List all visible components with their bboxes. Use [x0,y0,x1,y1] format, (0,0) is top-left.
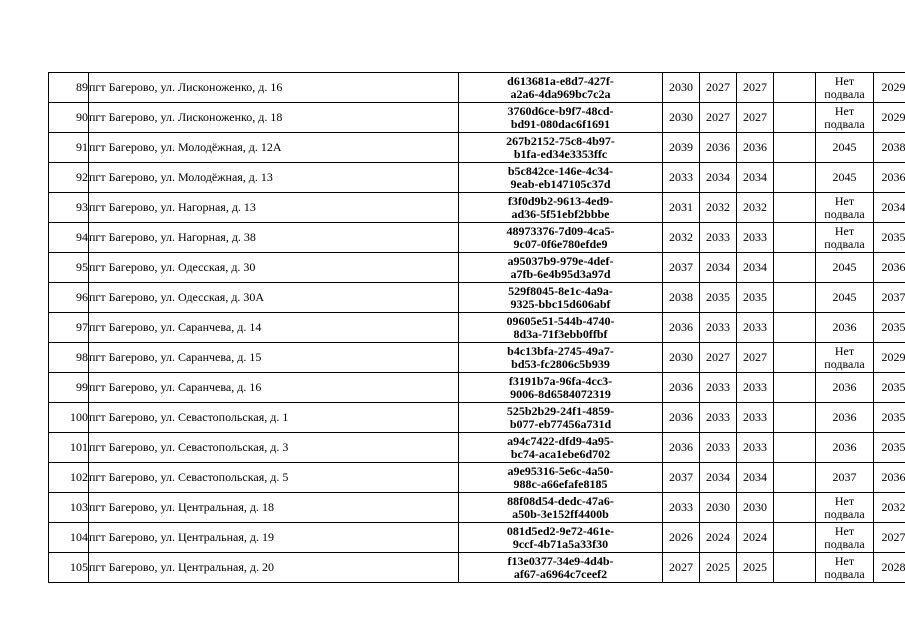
guid-cell-line: 525b2b29-24f1-4859- [506,403,615,418]
year-cell-3: 2032 [737,193,774,223]
guid-cell [459,253,663,283]
guid-cell-line: a50b-3e152ff4400b [512,506,609,521]
guid-cell-line: f3f0d9b2-9613-4ed9- [507,193,614,208]
year-cell-1: 2037 [663,463,700,493]
guid-cell-line: 267b2152-75c8-4b97- [506,133,615,148]
address-cell: пгт Багерово, ул. Нагорная, д. 38 [89,223,459,253]
year-cell-final: 2038 [874,133,905,163]
address-cell: пгт Багерово, ул. Севастопольская, д. 1 [89,403,459,433]
year-cell-2: 2025 [700,553,737,583]
year-cell-2: 2033 [700,223,737,253]
empty-cell [774,103,816,133]
guid-cell [459,343,663,373]
row-number: 98 [49,343,89,373]
guid-cell-line: b1fa-ed34e3353ffc [513,146,608,161]
basement-cell [816,343,874,373]
guid-cell-line: 988c-a66efafe8185 [513,476,608,491]
address-cell: пгт Багерово, ул. Саранчева, д. 14 [89,313,459,343]
guid-cell [459,313,663,343]
address-cell: пгт Багерово, ул. Нагорная, д. 13 [89,193,459,223]
guid-cell-line: 3760d6ce-b9f7-48cd- [507,103,614,118]
address-cell: пгт Багерово, ул. Одесская, д. 30 [89,253,459,283]
basement-cell-line: 2045 [832,170,857,184]
basement-cell-line: 2045 [832,140,857,154]
year-cell-3: 2034 [737,253,774,283]
basement-cell [816,133,874,163]
year-cell-1: 2037 [663,253,700,283]
basement-cell [816,193,874,223]
row-number: 100 [49,403,89,433]
guid-cell [459,463,663,493]
table-row [49,313,905,343]
table-row [49,463,905,493]
empty-cell [774,253,816,283]
basement-cell-line: 2037 [832,470,857,484]
row-number: 90 [49,103,89,133]
empty-cell [774,523,816,553]
table-row [49,433,905,463]
year-cell-2: 2024 [700,523,737,553]
address-cell: пгт Багерово, ул. Центральная, д. 20 [89,553,459,583]
year-cell-2: 2033 [700,313,737,343]
year-cell-1: 2027 [663,553,700,583]
year-cell-2: 2033 [700,433,737,463]
year-cell-3: 2034 [737,163,774,193]
basement-cell-line: Нет [834,103,855,118]
basement-cell-line: подвала [824,536,865,551]
basement-cell-line: 2045 [832,260,857,274]
guid-cell-line: b077-eb77456a731d [509,416,612,431]
basement-cell-line: 2036 [832,440,857,454]
basement-cell-line: 2036 [832,380,857,394]
guid-cell-line: af67-a6964c7ceef2 [513,566,608,581]
year-cell-1: 2033 [663,493,700,523]
row-number: 93 [49,193,89,223]
year-cell-final: 2035 [874,313,905,343]
basement-cell-line: подвала [824,506,865,521]
year-cell-final: 2034 [874,193,905,223]
table-row [49,343,905,373]
basement-cell [816,73,874,103]
guid-cell-line: d613681a-e8d7-427f- [507,73,614,88]
table-row [49,253,905,283]
address-cell: пгт Багерово, ул. Молодёжная, д. 13 [89,163,459,193]
basement-cell-line: 2036 [832,410,857,424]
guid-cell-line: bd91-080dac6f1691 [510,116,611,131]
year-cell-2: 2033 [700,373,737,403]
basement-cell [816,103,874,133]
row-number: 97 [49,313,89,343]
guid-cell-line: f3191b7a-96fa-4cc3- [508,373,613,388]
year-cell-final: 2029 [874,73,905,103]
year-cell-3: 2033 [737,313,774,343]
basement-cell-line: 2045 [832,290,857,304]
year-cell-2: 2034 [700,463,737,493]
empty-cell [774,73,816,103]
empty-cell [774,223,816,253]
table-row [49,553,905,583]
address-cell: пгт Багерово, ул. Центральная, д. 19 [89,523,459,553]
guid-cell [459,223,663,253]
year-cell-2: 2027 [700,103,737,133]
basement-cell [816,433,874,463]
address-cell: пгт Багерово, ул. Саранчева, д. 16 [89,373,459,403]
year-cell-2: 2032 [700,193,737,223]
guid-cell-line: 9006-8d6584072319 [510,386,611,401]
registry-table [48,72,905,583]
basement-cell-line: 2036 [832,320,857,334]
row-number: 101 [49,433,89,463]
year-cell-1: 2031 [663,193,700,223]
year-cell-final: 2032 [874,493,905,523]
year-cell-final: 2035 [874,403,905,433]
address-cell: пгт Багерово, ул. Центральная, д. 18 [89,493,459,523]
basement-cell [816,373,874,403]
empty-cell [774,403,816,433]
row-number: 104 [49,523,89,553]
row-number: 96 [49,283,89,313]
guid-cell [459,403,663,433]
year-cell-final: 2035 [874,223,905,253]
address-cell: пгт Багерово, ул. Севастопольская, д. 3 [89,433,459,463]
row-number: 99 [49,373,89,403]
year-cell-3: 2036 [737,133,774,163]
table-row [49,73,905,103]
year-cell-1: 2026 [663,523,700,553]
guid-cell-line: 081d5ed2-9e72-461e- [506,523,615,538]
year-cell-3: 2027 [737,73,774,103]
guid-cell-line: bd53-fc2806c5b939 [511,356,610,371]
guid-cell-line: 09605e51-544b-4740- [506,313,615,328]
guid-cell-line: 8d3a-71f3ebb0ffbf [513,326,608,341]
guid-cell [459,493,663,523]
basement-cell [816,493,874,523]
year-cell-3: 2027 [737,343,774,373]
address-cell: пгт Багерово, ул. Лисконоженко, д. 18 [89,103,459,133]
year-cell-2: 2027 [700,73,737,103]
table-body [49,73,905,583]
year-cell-1: 2036 [663,313,700,343]
guid-cell-line: b4c13bfa-2745-49a7- [507,343,614,358]
empty-cell [774,313,816,343]
empty-cell [774,133,816,163]
basement-cell-line: Нет [834,73,855,88]
guid-cell [459,133,663,163]
table-row [49,493,905,523]
year-cell-3: 2034 [737,463,774,493]
guid-cell-line: ad36-5f51ebf2bbbe [511,206,610,221]
guid-cell [459,523,663,553]
basement-cell-line: Нет [834,553,855,568]
basement-cell [816,283,874,313]
guid-cell [459,553,663,583]
row-number: 105 [49,553,89,583]
year-cell-2: 2036 [700,133,737,163]
basement-cell-line: Нет [834,193,855,208]
year-cell-1: 2033 [663,163,700,193]
basement-cell-line: Нет [834,493,855,508]
row-number: 91 [49,133,89,163]
year-cell-3: 2027 [737,103,774,133]
year-cell-final: 2036 [874,253,905,283]
year-cell-final: 2028 [874,553,905,583]
empty-cell [774,433,816,463]
year-cell-3: 2033 [737,223,774,253]
year-cell-2: 2027 [700,343,737,373]
year-cell-final: 2035 [874,373,905,403]
year-cell-final: 2036 [874,163,905,193]
table-row [49,523,905,553]
basement-cell-line: подвала [824,116,865,131]
row-number: 94 [49,223,89,253]
basement-cell-line: Нет [834,343,855,358]
year-cell-1: 2039 [663,133,700,163]
year-cell-1: 2036 [663,433,700,463]
basement-cell [816,253,874,283]
guid-cell [459,283,663,313]
basement-cell-line: подвала [824,356,865,371]
basement-cell-line: подвала [824,236,865,251]
empty-cell [774,343,816,373]
row-number: 102 [49,463,89,493]
basement-cell [816,463,874,493]
address-cell: пгт Багерово, ул. Саранчева, д. 15 [89,343,459,373]
guid-cell-line: f13e0377-34e9-4d4b- [507,553,614,568]
guid-cell-line: a7fb-6e4b95d3a97d [510,266,611,281]
address-cell: пгт Багерово, ул. Одесская, д. 30А [89,283,459,313]
year-cell-1: 2036 [663,373,700,403]
row-number: 95 [49,253,89,283]
guid-cell-line: 9325-bbc15d606abf [510,296,611,311]
guid-cell-line: 9ccf-4b71a5a33f30 [512,536,609,551]
year-cell-3: 2033 [737,373,774,403]
table-row [49,103,905,133]
row-number: 92 [49,163,89,193]
basement-cell-line: подвала [824,86,865,101]
table-row [49,193,905,223]
year-cell-3: 2024 [737,523,774,553]
basement-cell [816,313,874,343]
row-number: 89 [49,73,89,103]
year-cell-final: 2027 [874,523,905,553]
address-cell: пгт Багерово, ул. Лисконоженко, д. 16 [89,73,459,103]
basement-cell [816,553,874,583]
empty-cell [774,283,816,313]
guid-cell-line: b5c842ce-146e-4c34- [507,163,614,178]
year-cell-2: 2034 [700,253,737,283]
guid-cell-line: 529f8045-8e1c-4a9a- [508,283,613,298]
year-cell-3: 2030 [737,493,774,523]
year-cell-2: 2030 [700,493,737,523]
empty-cell [774,163,816,193]
year-cell-3: 2025 [737,553,774,583]
guid-cell-line: a2a6-4da969bc7c2a [510,86,611,101]
table-row [49,223,905,253]
table-row [49,133,905,163]
year-cell-1: 2030 [663,103,700,133]
guid-cell-line: a94c7422-dfd9-4a95- [507,433,614,448]
year-cell-2: 2034 [700,163,737,193]
guid-cell [459,103,663,133]
guid-cell-line: bc74-aca1ebe6d702 [510,446,611,461]
basement-cell-line: подвала [824,206,865,221]
empty-cell [774,193,816,223]
year-cell-1: 2030 [663,73,700,103]
table-row [49,373,905,403]
year-cell-3: 2035 [737,283,774,313]
year-cell-final: 2035 [874,433,905,463]
guid-cell [459,193,663,223]
empty-cell [774,553,816,583]
guid-cell [459,73,663,103]
guid-cell-line: a9e95316-5e6c-4a50- [507,463,614,478]
guid-cell-line: 88f08d54-dedc-47a6- [507,493,614,508]
year-cell-1: 2036 [663,403,700,433]
guid-cell-line: 9eab-eb147105c37d [510,176,611,191]
guid-cell [459,163,663,193]
empty-cell [774,373,816,403]
basement-cell-line: Нет [834,223,855,238]
year-cell-final: 2037 [874,283,905,313]
guid-cell [459,373,663,403]
empty-cell [774,493,816,523]
year-cell-2: 2033 [700,403,737,433]
year-cell-1: 2030 [663,343,700,373]
year-cell-1: 2038 [663,283,700,313]
address-cell: пгт Багерово, ул. Молодёжная, д. 12А [89,133,459,163]
guid-cell [459,433,663,463]
basement-cell [816,223,874,253]
guid-cell-line: a95037b9-979e-4def- [507,253,614,268]
guid-cell-line: 48973376-7d09-4ca5- [506,223,615,238]
year-cell-1: 2032 [663,223,700,253]
empty-cell [774,463,816,493]
row-number: 103 [49,493,89,523]
table-row [49,283,905,313]
basement-cell-line: подвала [824,566,865,581]
basement-cell [816,163,874,193]
year-cell-final: 2029 [874,103,905,133]
year-cell-3: 2033 [737,433,774,463]
year-cell-final: 2029 [874,343,905,373]
guid-cell-line: 9c07-0f6e780efde9 [513,236,608,251]
basement-cell [816,523,874,553]
address-cell: пгт Багерово, ул. Севастопольская, д. 5 [89,463,459,493]
basement-cell-line: Нет [834,523,855,538]
year-cell-2: 2035 [700,283,737,313]
table-row [49,163,905,193]
table-row [49,403,905,433]
year-cell-3: 2033 [737,403,774,433]
year-cell-final: 2036 [874,463,905,493]
basement-cell [816,403,874,433]
